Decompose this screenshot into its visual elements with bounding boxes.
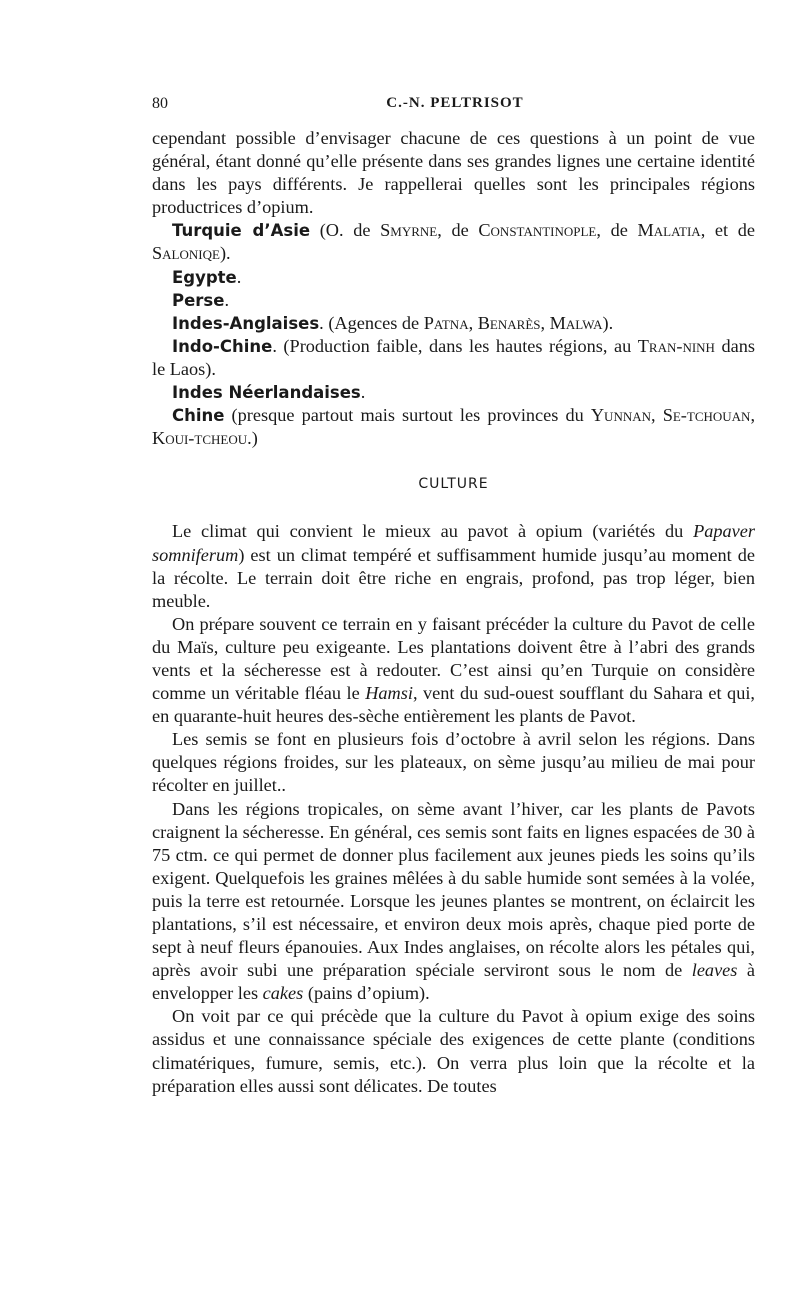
- region-chine: Chine (presque partout mais surtout les provinces du Yunnan, Se-tchouan, Koui-tcheou.): [152, 405, 756, 449]
- place-name: Benarès: [477, 312, 541, 333]
- paragraph-preparation: On prépare souvent ce terrain en y faisant précéder la culture du Pavot de celle du Maïs, culture peu exigeante. Les plantations doivent être à l’abri des grands vents et la sécheresse est à redouter. C’est ainsi qu’en Turquie on considère comme un véritable fléau le Hamsi, vent du sud-ouest soufflant du Sahara et qui, en quarante-huit heures des-sèche entièrement les plants de Pavot.: [152, 613, 755, 727]
- place-name: Se-tchouan: [662, 405, 751, 426]
- paragraph-climat: Le climat qui convient le mieux au pavot à opium (variétés du Papaver somniferum) est un climat tempéré et suffisamment humide jusqu’au moment de la récolte. Le terrain doit être riche en engrais, profond, pas trop léger, bien meuble.: [152, 521, 755, 611]
- region-name: Perse: [172, 290, 225, 310]
- running-head: C.-N. PELTRISOT: [386, 95, 524, 111]
- region-indo-chine: Indo-Chine. (Production faible, dans les hautes régions, au Tran-ninh dans le Laos).: [152, 335, 755, 379]
- region-turquie: Turquie d’Asie (O. de Smyrne, de Constantinople, de Malatia, et de Saloniqe).: [152, 220, 755, 264]
- region-egypte: Egypte.: [172, 266, 242, 287]
- place-name: Patna: [423, 312, 469, 333]
- region-indes-anglaises: Indes-Anglaises. (Agences de Patna, Benarès, Malwa).: [172, 312, 614, 333]
- region-name: Indo-Chine: [172, 336, 273, 356]
- place-name: Saloniqe: [152, 243, 220, 264]
- page-header: [152, 95, 758, 117]
- place-name: Yunnan: [590, 405, 652, 426]
- region-name: Indes Néerlandaises: [172, 383, 361, 403]
- place-name: Malatia: [637, 220, 701, 241]
- place-name: Constantinople: [478, 220, 597, 241]
- place-name: Tran-ninh: [637, 335, 715, 356]
- paragraph-regions-tropicales: Dans les régions tropicales, on sème avant l’hiver, car les plants de Pavots craignent la sécheresse. En général, ces semis sont faits en lignes espacées de 30 à 75 ctm. ce qui permet de donner plus facilement aux jeunes pieds les soins qu’ils exigent. Quelquefois les graines mêlées à du sable humide sont semées à la volée, puis la terre est retournée. Lorsque les jeunes plantes se montrent, on éclaircit les plantations, s’il est nécessaire, et environ deux mois après, chaque pied porte de sept à neuf fleurs épanouies. Aux Indes anglaises, on récolte alors les pétales qui, après avoir subi une préparation spéciale serviront sous le nom de leaves à envelopper les cakes (pains d’opium).: [152, 798, 756, 1004]
- region-perse: Perse.: [172, 289, 230, 310]
- region-name: Chine: [172, 406, 225, 426]
- place-name: Malwa: [549, 312, 603, 333]
- section-heading: CULTURE: [418, 476, 489, 493]
- intro-paragraph: cependant possible d’envisager chacune de ces questions à un point de vue général, étant donné qu’elle présente dans ses grandes lignes une certaine identité dans les pays différents. Je rappellerai quelles sont les principales régions productrices d’opium.: [152, 128, 755, 218]
- page-number: 80: [152, 95, 168, 112]
- latin-name: Papaver somniferum: [152, 521, 755, 565]
- italic-term: Hamsi: [365, 683, 413, 704]
- region-name: Egypte: [172, 267, 237, 287]
- page-body: [152, 127, 755, 1098]
- paragraph-conclusion: On voit par ce qui précède que la culture du Pavot à opium exige des soins assidus et une connaissance spéciale des exigences de cette plante (conditions climatériques, fumure, semis, etc.). On verra plus loin que la récolte et la préparation elles aussi sont délicates. De toutes: [152, 1006, 755, 1096]
- place-name: Koui-tcheou: [152, 428, 248, 449]
- place-name: Smyrne: [380, 220, 438, 241]
- region-indes-neerlandaises: Indes Néerlandaises.: [172, 382, 366, 403]
- italic-term: cakes: [262, 983, 304, 1004]
- region-name: Turquie d’Asie: [172, 221, 311, 241]
- region-name: Indes-Anglaises: [172, 313, 320, 333]
- paragraph-semis: Les semis se font en plusieurs fois d’octobre à avril selon les régions. Dans quelques régions froides, sur les plateaux, on sème jusqu’au milieu de mai pour récolter en juillet..: [152, 729, 755, 796]
- italic-term: leaves: [691, 960, 738, 981]
